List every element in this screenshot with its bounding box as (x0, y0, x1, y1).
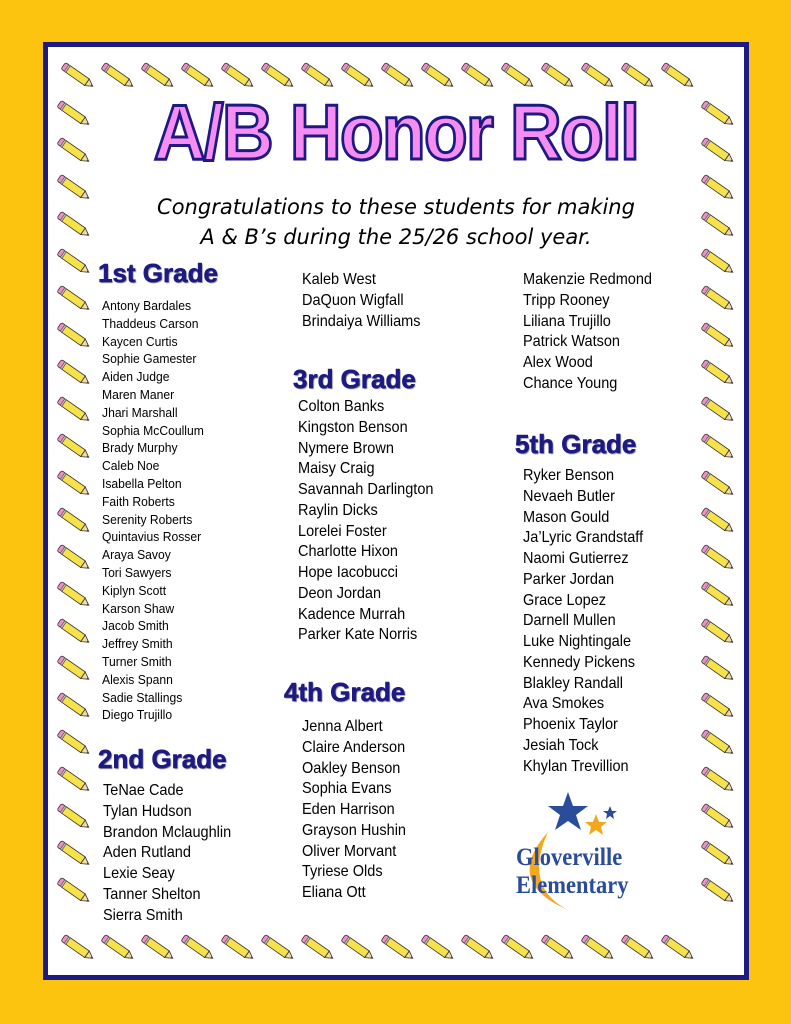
subtitle-line-1: Congratulations to these students for making (157, 195, 635, 219)
pencil-icon (695, 871, 740, 912)
student-name: Sierra Smith (103, 906, 183, 924)
student-name: Maisy Craig (298, 460, 375, 478)
student-name: Eden Harrison (302, 801, 395, 818)
student-name: Tripp Rooney (523, 291, 610, 309)
pencil-icon (335, 928, 380, 969)
pencil-icon (295, 928, 340, 969)
pencil-icon (375, 928, 420, 969)
pencil-icon (615, 928, 660, 969)
pencil-icon (55, 56, 100, 97)
pencil-icon (175, 928, 220, 969)
student-name: Faith Roberts (102, 493, 175, 509)
student-name: Kaleb West (302, 271, 376, 288)
fourth-grade-heading: 4th Grade (284, 677, 406, 707)
student-name: Ava Smokes (523, 695, 605, 713)
pencil-icon (51, 316, 96, 357)
student-name: Aden Rutland (103, 844, 191, 862)
student-name: Isabella Pelton (102, 475, 182, 491)
student-name: Khylan Trevillion (523, 757, 629, 775)
pencil-icon (695, 686, 740, 727)
pencil-icon (51, 279, 96, 320)
pencil-icon (695, 612, 740, 653)
honor-roll-frame (43, 42, 749, 980)
student-name: Kadence Murrah (298, 605, 406, 623)
student-name: Sophia Evans (302, 780, 392, 798)
student-name: TeNae Cade (103, 782, 184, 799)
student-name: Thaddeus Carson (102, 315, 199, 331)
pencil-icon (695, 353, 740, 394)
student-name: Parker Kate Norris (298, 626, 418, 644)
pencil-icon (51, 612, 96, 653)
subtitle-line-2: A & B’s during the 25/26 school year. (200, 225, 592, 249)
pencil-icon (51, 464, 96, 505)
pencil-icon (51, 649, 96, 690)
student-name: Diego Trujillo (102, 707, 173, 723)
student-name: Kiplyn Scott (102, 582, 167, 598)
student-name: Tylan Hudson (103, 802, 192, 820)
pencil-icon (51, 538, 96, 579)
pencil-icon (95, 928, 140, 969)
honor-roll-page (48, 47, 744, 975)
pencil-icon (51, 501, 96, 542)
pencil-icon (695, 538, 740, 579)
pencil-icon (695, 279, 740, 320)
pencil-icon (695, 834, 740, 875)
fourth-grade-list-continued (523, 270, 662, 395)
student-name: Araya Savoy (102, 547, 171, 563)
pencil-icon (655, 928, 700, 969)
first-grade-heading: 1st Grade (98, 258, 218, 288)
student-name: Nevaeh Butler (523, 487, 615, 505)
student-name: Jenna Albert (302, 718, 383, 735)
student-name: Oliver Morvant (302, 842, 397, 860)
student-name: Grayson Hushin (302, 821, 406, 839)
student-name: Jacob Smith (102, 618, 169, 634)
student-name: Serenity Roberts (102, 511, 193, 527)
fifth-grade-heading: 5th Grade (515, 429, 637, 459)
student-name: Caleb Noe (102, 458, 160, 474)
pencil-icon (695, 464, 740, 505)
student-name: Patrick Watson (523, 333, 620, 351)
pencil-icon (695, 316, 740, 357)
student-name: Raylin Dicks (298, 501, 378, 519)
student-name: Blakley Randall (523, 674, 623, 692)
logo-line-1: Gloverville (516, 844, 623, 871)
logo-line-2: Elementary (516, 872, 629, 899)
pencil-icon (695, 501, 740, 542)
student-name: Alexis Spann (102, 671, 173, 687)
student-name: Brady Murphy (102, 440, 178, 456)
pencil-icon (695, 649, 740, 690)
student-name: Oakley Benson (302, 759, 401, 777)
pencil-icon (51, 686, 96, 727)
student-name: Jeffrey Smith (102, 636, 173, 652)
student-name: Chance Young (523, 374, 618, 392)
pencil-icon (695, 723, 740, 764)
student-name: Mason Gould (523, 508, 610, 526)
student-name: Kennedy Pickens (523, 653, 636, 671)
first-grade-list-continued (302, 270, 429, 332)
pencil-icon (255, 928, 300, 969)
student-name: Claire Anderson (302, 738, 406, 756)
student-name: Tanner Shelton (103, 885, 201, 903)
student-name: Jesiah Tock (523, 736, 599, 754)
pencil-icon (51, 390, 96, 431)
student-name: Kaycen Curtis (102, 333, 178, 349)
pencil-icon (51, 834, 96, 875)
student-name: Brindaiya Williams (302, 312, 421, 330)
student-name: Ja’Lyric Grandstaff (523, 529, 644, 547)
student-name: Brandon Mclaughlin (103, 823, 232, 841)
pencil-icon (51, 723, 96, 764)
second-grade-list (103, 781, 241, 926)
third-grade-heading: 3rd Grade (293, 364, 416, 394)
pencil-icon (55, 928, 100, 969)
student-name: Maren Maner (102, 386, 175, 402)
fifth-grade-list (523, 466, 652, 777)
student-name: Grace Lopez (523, 591, 607, 609)
student-name: DaQuon Wigfall (302, 291, 404, 309)
pencil-icon (455, 928, 500, 969)
student-name: Makenzie Redmond (523, 271, 652, 288)
student-name: Savannah Darlington (298, 481, 434, 498)
student-name: Liliana Trujillo (523, 312, 611, 330)
student-name: Aiden Judge (102, 369, 170, 385)
student-name: Karson Shaw (102, 600, 175, 616)
pencil-icon (51, 575, 96, 616)
student-name: Sadie Stallings (102, 689, 183, 705)
third-grade-list (298, 397, 444, 646)
pencil-icon (535, 928, 580, 969)
student-name: Ryker Benson (523, 467, 615, 484)
student-name: Hope Iacobucci (298, 564, 398, 581)
fourth-grade-list (302, 717, 414, 904)
student-name: Turner Smith (102, 653, 172, 669)
student-name: Sophie Gamester (102, 351, 197, 367)
student-name: Darnell Mullen (523, 612, 616, 630)
pencil-icon (135, 928, 180, 969)
pencil-icon (695, 760, 740, 801)
pencil-icon (215, 928, 260, 969)
student-name: Charlotte Hixon (298, 543, 398, 561)
pencil-icon (695, 797, 740, 838)
page-title: A/B Honor Roll (153, 88, 639, 176)
pencil-icon (695, 575, 740, 616)
pencil-icon (51, 353, 96, 394)
pencil-icon (695, 390, 740, 431)
student-name: Lexie Seay (103, 865, 175, 882)
pencil-icon (95, 56, 140, 97)
pencil-icon (415, 928, 460, 969)
student-name: Antony Bardales (102, 298, 192, 313)
student-name: Tori Sawyers (102, 564, 172, 580)
pencil-icon (495, 928, 540, 969)
student-name: Nymere Brown (298, 439, 394, 457)
pencil-icon (575, 928, 620, 969)
student-name: Alex Wood (523, 354, 593, 371)
student-name: Kingston Benson (298, 418, 408, 436)
student-name: Naomi Gutierrez (523, 550, 629, 567)
student-name: Eliana Ott (302, 884, 366, 901)
second-grade-heading: 2nd Grade (98, 744, 227, 774)
student-name: Parker Jordan (523, 570, 615, 588)
student-name: Luke Nightingale (523, 633, 632, 650)
pencil-icon (51, 871, 96, 912)
pencil-icon (51, 797, 96, 838)
school-logo (508, 792, 678, 922)
pencil-icon (655, 56, 700, 97)
pencil-icon (51, 760, 96, 801)
student-name: Deon Jordan (298, 584, 382, 602)
first-grade-list (102, 297, 213, 724)
pencil-icon (695, 427, 740, 468)
student-name: Quintavius Rosser (102, 529, 202, 545)
pencil-icon (51, 427, 96, 468)
student-name: Jhari Marshall (102, 404, 178, 420)
student-name: Colton Banks (298, 398, 385, 415)
student-name: Sophia McCoullum (102, 422, 204, 438)
student-name: Tyriese Olds (302, 863, 383, 881)
student-name: Phoenix Taylor (523, 716, 618, 733)
student-name: Lorelei Foster (298, 522, 387, 540)
